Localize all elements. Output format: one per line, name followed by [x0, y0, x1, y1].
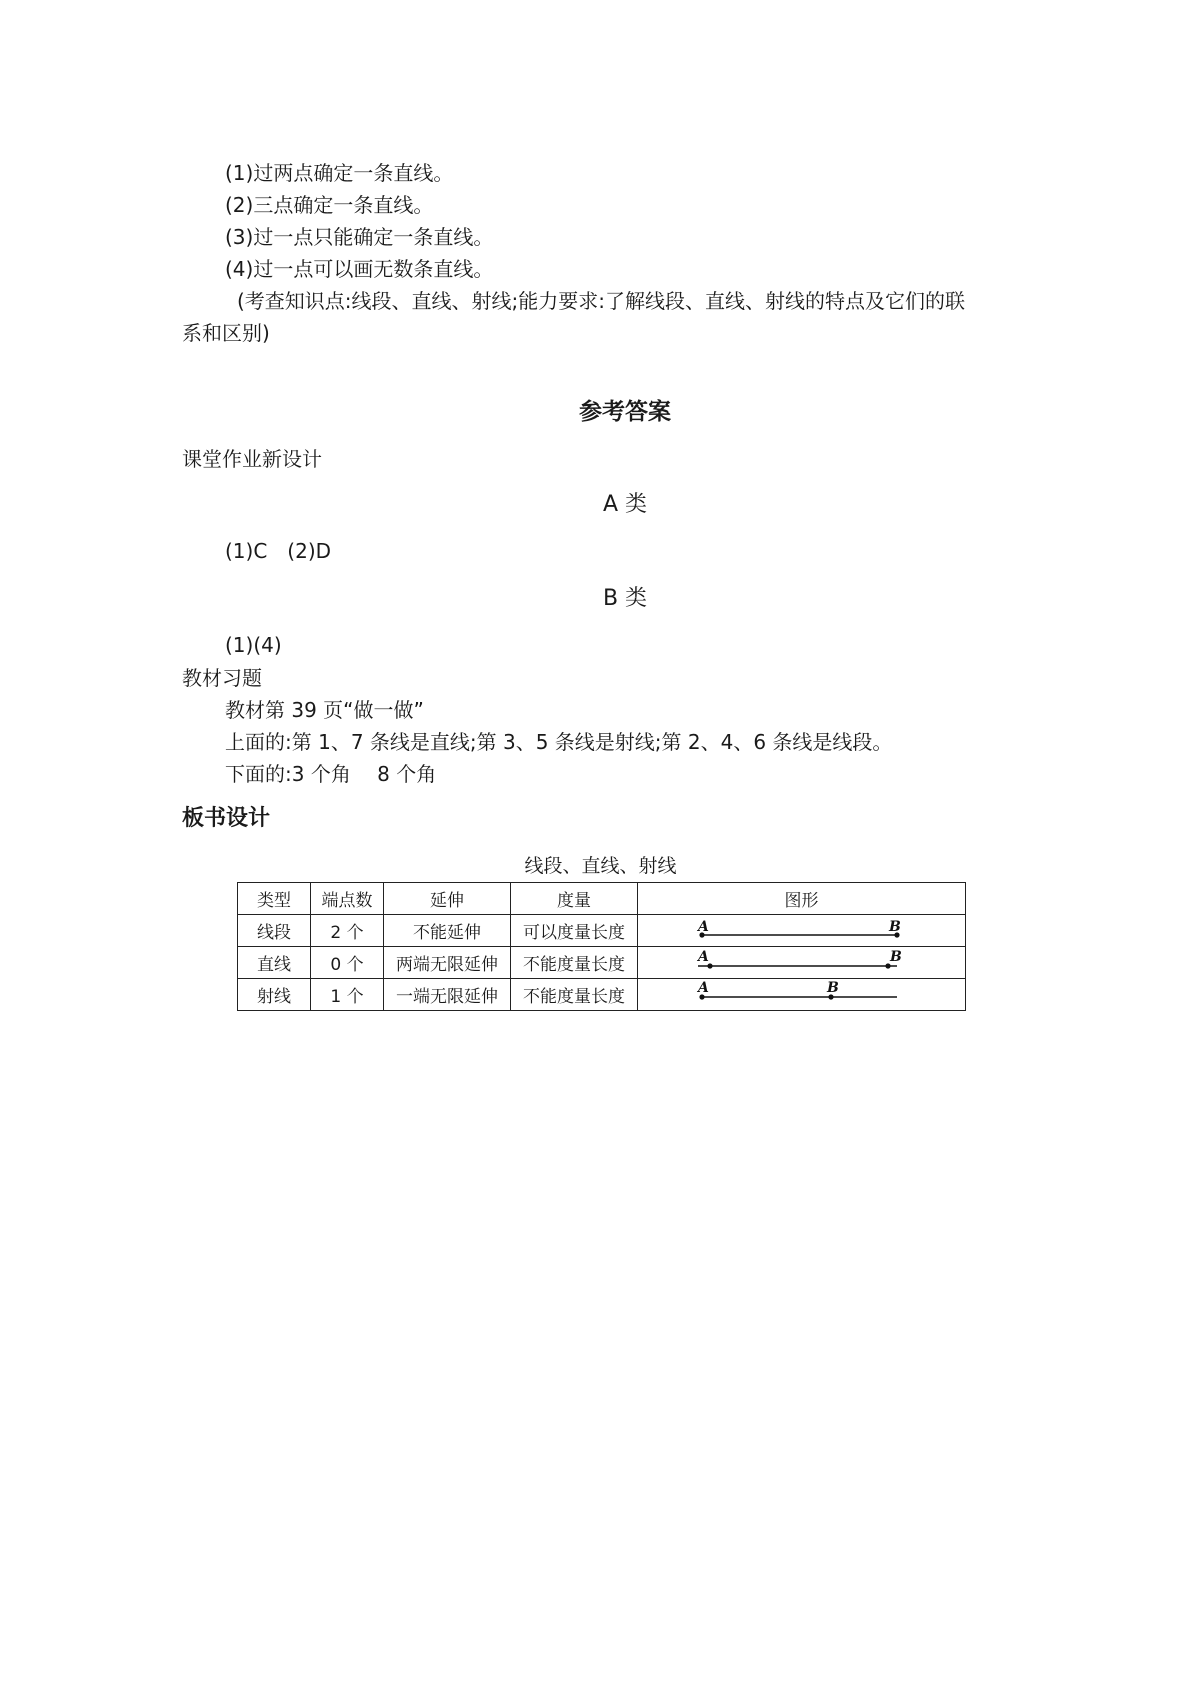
cell-extension: 两端无限延伸	[384, 947, 511, 979]
header-measure: 度量	[511, 883, 638, 915]
segment-figure	[638, 915, 966, 947]
board-design-heading: 板书设计	[182, 806, 271, 831]
point-a-label: A	[698, 949, 709, 965]
question-4: (4)过一点可以画无数条直线。	[225, 257, 494, 281]
textbook-title: 教材习题	[182, 666, 262, 690]
cell-endpoints: 0 个	[311, 947, 384, 979]
textbook-line-2: 上面的:第 1、7 条线是直线;第 3、5 条线是射线;第 2、4、6 条线是线段。	[225, 730, 893, 754]
cell-measure: 不能度量长度	[511, 947, 638, 979]
category-b-answers: (1)(4)	[225, 633, 282, 657]
header-type: 类型	[238, 883, 311, 915]
point-a-label: A	[698, 919, 709, 935]
board-table	[237, 882, 966, 1011]
question-1: (1)过两点确定一条直线。	[225, 161, 454, 185]
table-row	[238, 915, 966, 947]
point-b-label: B	[889, 919, 901, 935]
question-2: (2)三点确定一条直线。	[225, 193, 434, 217]
cell-type: 线段	[238, 915, 311, 947]
header-endpoints: 端点数	[311, 883, 384, 915]
textbook-line-1: 教材第 39 页“做一做”	[225, 698, 424, 722]
category-b-heading: B 类	[602, 586, 648, 611]
header-extension: 延伸	[384, 883, 511, 915]
point-b-label: B	[890, 949, 902, 965]
category-a-heading: A 类	[602, 492, 648, 517]
cell-extension: 不能延伸	[384, 915, 511, 947]
cell-extension: 一端无限延伸	[384, 979, 511, 1011]
cell-type: 直线	[238, 947, 311, 979]
category-a-answers: (1)C (2)D	[225, 539, 332, 563]
classwork-title: 课堂作业新设计	[182, 447, 322, 471]
table-row	[238, 947, 966, 979]
header-figure: 图形	[638, 883, 966, 915]
table-header-row	[238, 883, 966, 915]
cell-measure: 不能度量长度	[511, 979, 638, 1011]
table-row	[238, 979, 966, 1011]
line-figure	[638, 947, 966, 979]
textbook-line-3: 下面的:3 个角 8 个角	[225, 762, 437, 786]
table-caption: 线段、直线、射线	[524, 855, 677, 877]
ray-figure	[638, 979, 966, 1011]
knowledge-note-line-2: 系和区别)	[182, 321, 270, 345]
cell-type: 射线	[238, 979, 311, 1011]
point-a-label: A	[698, 980, 709, 996]
question-3: (3)过一点只能确定一条直线。	[225, 225, 494, 249]
answer-title: 参考答案	[579, 399, 671, 425]
cell-endpoints: 2 个	[311, 915, 384, 947]
point-b-label: B	[827, 980, 839, 996]
cell-endpoints: 1 个	[311, 979, 384, 1011]
knowledge-note-line-1: (考查知识点:线段、直线、射线;能力要求:了解线段、直线、射线的特点及它们的联	[237, 289, 966, 313]
cell-measure: 可以度量长度	[511, 915, 638, 947]
